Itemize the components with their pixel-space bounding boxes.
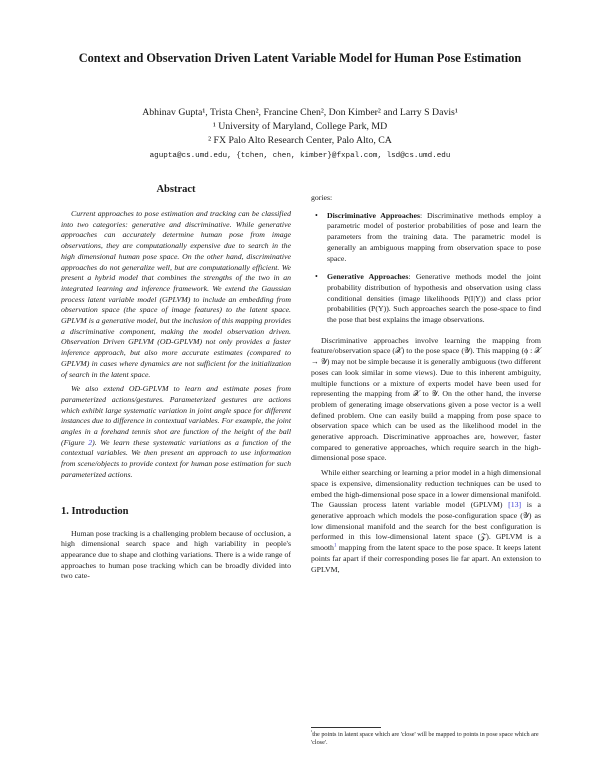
abstract-paragraph-2 <box>61 384 291 480</box>
author-emails: agupta@cs.umd.edu, {tchen, chen, kimber}@fxpal.com, lsd@cs.umd.edu <box>149 152 451 160</box>
affiliation-1: ¹ University of Maryland, College Park, MD <box>212 121 388 132</box>
gplvm-text-a: While either searching or learning a prior model in a high dimensional space is expensive, dimensionality reduction techniques can be used to embed the high-dimensional pose space in a lower dimensional manifold. The Gaussian process latent variable model (GPLVM) <box>311 468 541 510</box>
gplvm-text-b: is a generative approach which models the pose-configuration space (𝒴) as low dimensional manifold and the search for the best configuration is performed in this low-dimensional latent space (𝒵). GPLVM is a smooth <box>311 500 542 553</box>
author-block <box>40 106 560 148</box>
paper-title: Context and Observation Driven Latent Variable Model for Human Pose Estimation <box>78 51 522 65</box>
footnote-1 <box>311 728 541 747</box>
term-generative: Generative Approaches <box>327 272 409 282</box>
abstract-p2-text-a: We also extend OD-GPLVM to learn and estimate poses from parameterized actions/gestures. Parameterized gestures are actions which exhibit large systematic variation in joint angle space for different instances due to difference in contextual variables. For example, the joint angles in a forehand tennis shot are function of the height of the ball (Figure <box>61 384 291 447</box>
author-list: Abhinav Gupta¹, Trista Chen², Francine Chen², Don Kimber² and Larry S Davis¹ <box>142 107 458 118</box>
figure-2-link[interactable]: 2 <box>88 437 93 447</box>
abstract-heading: Abstract <box>156 184 196 195</box>
right-column <box>311 193 541 575</box>
footnote-mark: ¹ <box>311 728 313 734</box>
introduction-heading: 1. Introduction <box>61 505 129 517</box>
footnote-divider <box>311 727 381 728</box>
term-discriminative: Discriminative Approaches <box>327 210 421 220</box>
gplvm-text-c: mapping from the latent space to the pose space. It keeps latent points far apart if their corresponding poses lie far apart. An extension to GPLVM, <box>311 543 541 574</box>
abstract-p2-text-b: ). We learn these systematic variations as a function of the contextual variables. We then present an approach to use information from scene/objects to provide context for human pose estimation for such parameterized actions. <box>61 437 291 479</box>
footnote-text: the points in latent space which are 'close' will be mapped to points in pose space which are 'close'. <box>311 731 539 746</box>
affiliation-2: ² FX Palo Alto Research Center, Palo Alto, CA <box>208 135 392 146</box>
left-column <box>61 183 291 582</box>
list-item-discriminative <box>311 211 541 265</box>
list-item-generative <box>311 272 541 326</box>
paragraph-gplvm <box>311 468 541 575</box>
bullet-text-generative: : Generative methods model the joint probability distribution of hypothesis and observation using class conditional densities (image likelihoods P(I|Y)) and class prior probabilities (P(Y)). Such approaches search the pose-space to find the pose that best explains the image observations. <box>327 272 541 325</box>
approach-list <box>311 211 541 326</box>
continued-text: gories: <box>311 193 333 202</box>
bullet-text-discriminative: : Discriminative methods employ a parametric model of posterior probabilities of pose and learn the parameters from the training data. The parametric model is generally an ambiguous mapping from observation space to pose space. <box>327 210 541 263</box>
paragraph-discriminative: Discriminative approaches involve learning the mapping from feature/observation space (𝒳) to the pose space (𝒴). This mapping (ϕ : 𝒳 → 𝒴) may not be simple because it is generally ambiguous (two different poses can look similar in some views). Due to this inherent ambiguity, multiple functions or a mixture of experts model have been used for representing the mapping from 𝒳 to 𝒴. On the other hand, the inverse problem of generating image observations given a pose vector is a well defined problem. One can easily build a mapping from pose space to observation space which can be used as the likelihood model in the generative approach. Discriminative approaches are, however, faster compared to generative approaches, which require search in the high-dimensional pose space. <box>311 335 541 463</box>
bullet-icon: • <box>315 272 318 282</box>
intro-paragraph-1: Human pose tracking is a challenging problem because of occlusion, a high dimensional search space and high variability in people's appearance due to shape and clothing variations. There is a wide range of approaches to human pose tracking which can be broadly divided into two cate- <box>61 528 291 581</box>
footnote-1-link[interactable]: 1 <box>333 542 337 549</box>
abstract-paragraph-1: Current approaches to pose estimation and tracking can be classified into two categories: generative and discriminative. While generative approaches can accurately determine human pose from image observations, they are computationally expensive due to search in the high dimensional human pose space. On the other hand, discriminative approaches do not generalize well, but are computationally efficient. We present a hybrid model that combines the strengths of the two in an integrated learning and inference framework. We extend the Gaussian process latent variable model (GPLVM) to include an embedding from observation space (the space of image features) to the latent space. GPLVM is a generative model, but the inclusion of this mapping provides a discriminative component, making the model observation driven. Observation Driven GPLVM (OD-GPLVM) not only provides a faster inference approach, but also more accurate estimates (compared to GPLVM) in cases where dynamics are not sufficient for the initialization of search in the latent space. <box>61 209 291 379</box>
bullet-icon: • <box>315 210 318 220</box>
citation-13-link[interactable]: [13] <box>508 500 522 510</box>
